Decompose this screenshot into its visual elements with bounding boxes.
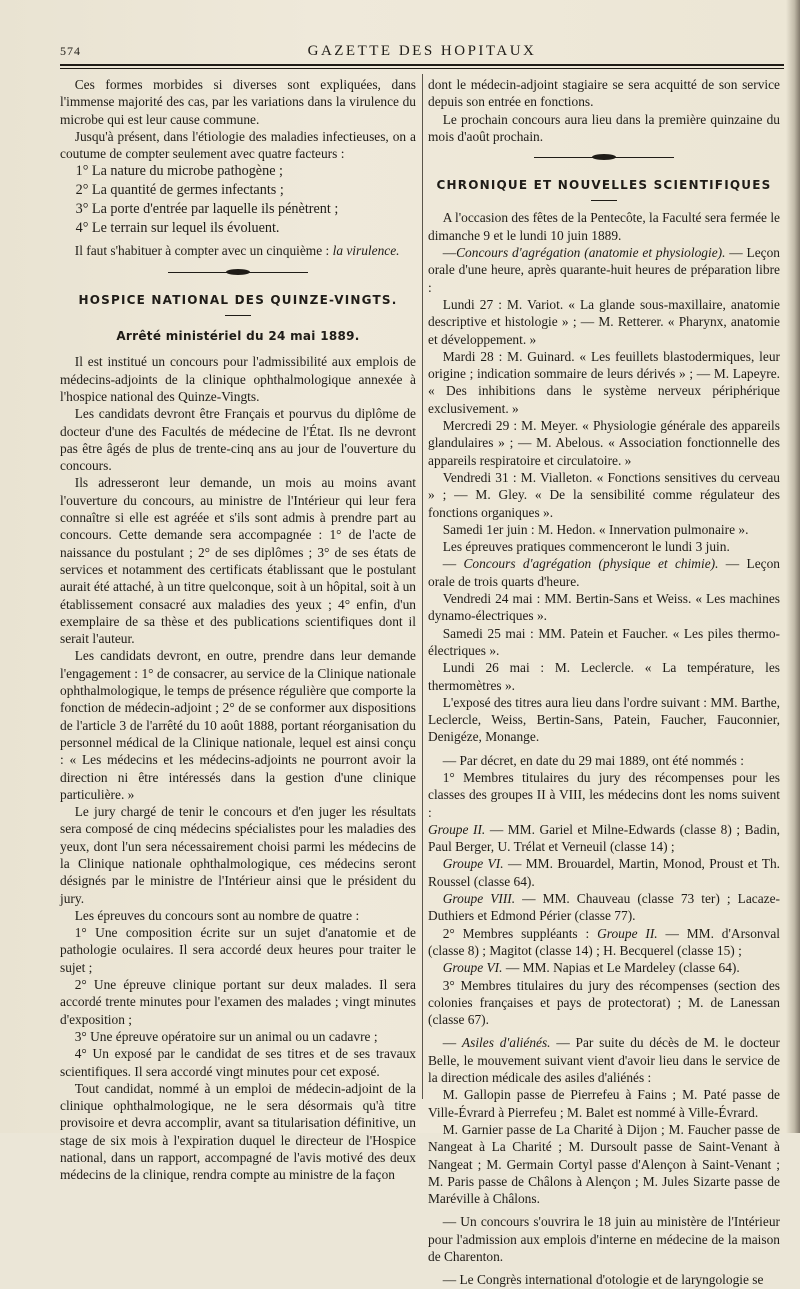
paragraph-italic: Concours d'agrégation (physique et chimie). bbox=[463, 556, 719, 572]
paragraph: 1° Membres titulaires du jury des récompenses pour les classes des groupes II à VIII, les médecins dont les noms suivent : bbox=[428, 769, 780, 820]
paragraph: Mardi 28 : M. Guinard. « Les feuillets blastodermiques, leur origine ; indication sommaire de leurs dérivés » ; — M. Lapeyre. « Des inhibitions dans le système nerveux périphérique exclusivement. » bbox=[428, 348, 780, 416]
paragraph bbox=[428, 855, 780, 890]
paragraph: Lundi 26 mai : M. Leclercle. « La température, les thermomètres ». bbox=[428, 660, 780, 693]
paragraph: Les candidats devront être Français et pourvus du diplôme de docteur d'une des Facultés de médecine de l'État. Ils ne devront pas être âgés de plus de trente-cinq ans au jour de l'ouverture du concours. bbox=[60, 406, 416, 474]
page-header bbox=[60, 44, 784, 64]
journal-title: GAZETTE DES HOPITAUX bbox=[307, 43, 537, 59]
paragraph-italic: Groupe II. bbox=[597, 925, 658, 941]
paragraph: — Concours d'agrégation (physique et chimie). — Leçon orale de trois quarts d'heure. bbox=[428, 556, 780, 589]
paragraph: Mercredi 29 : M. Meyer. « Physiologie générale des appareils glandulaires » ; — M. Abelous. « Association fonctionnelle des appareils respiratoire et circulatoire. » bbox=[428, 418, 780, 468]
paragraph: M. Garnier passe de La Charité à Dijon ; M. Faucher passe de Nangeat à La Charité ; M. Dursoult passe de Saint-Venant à Nangeat ; M. Germain Cortyl passe d'Alençon à Saint-Venant ; M. Paris passe de Châlons à Alençon ; M. Jules Sizarte passe de Maréville à Châlons. bbox=[428, 1121, 780, 1207]
paragraph: Le prochain concours aura lieu dans la première quinzaine du mois d'août prochain. bbox=[428, 111, 780, 144]
paragraph-italic: la virulence. bbox=[332, 243, 400, 259]
paragraph-text: — MM. d'Arsonval (classe 8) ; Magitot (classe 14) ; H. Becquerel (classe 15) ; bbox=[428, 925, 780, 958]
paragraph: — Le Congrès international d'otologie et de laryngologie se bbox=[442, 1272, 764, 1288]
paragraph bbox=[428, 821, 780, 856]
paragraph-italic: Groupe VI. bbox=[442, 960, 503, 976]
paragraph-text: — Leçon orale d'une heure, après quarante-huit heures de préparation libre : bbox=[428, 245, 781, 295]
paragraph-text: Il faut s'habituer à compter avec un cinquième : bbox=[74, 243, 333, 259]
binding-shadow bbox=[786, 0, 800, 1133]
left-column bbox=[60, 76, 416, 1184]
paragraph: Samedi 1er juin : M. Hedon. « Innervation pulmonaire ». bbox=[442, 521, 749, 537]
paragraph-text: — Par suite du décès de M. le docteur Belle, le mouvement suivant vient d'avoir lieu dans le service de la direction médicale des asiles d'aliénés : bbox=[428, 1035, 781, 1086]
paragraph bbox=[60, 242, 416, 259]
list-item: 4° Le terrain sur lequel ils évoluent. bbox=[75, 220, 280, 237]
list-item: 3° La porte d'entrée par laquelle ils pénètrent ; bbox=[75, 201, 339, 218]
paragraph-text: — MM. Brouardel, Martin, Monod, Proust et Th. Roussel (classe 64). bbox=[428, 856, 780, 889]
paragraph: Ces formes morbides si diverses sont expliquées, dans l'immense majorité des cas, par les variations dans la virulence du microbe qui est leur cause commune. bbox=[60, 77, 416, 127]
paragraph: Les épreuves pratiques commenceront le lundi 3 juin. bbox=[442, 539, 730, 555]
page-number: 574 bbox=[60, 44, 81, 58]
paragraph: — Asiles d'aliénés. — Par suite du décès de M. le docteur Belle, le mouvement suivant vient d'avoir lieu dans le service de la direction médicale des asiles d'aliénés : bbox=[428, 1035, 781, 1086]
paragraph: Les épreuves du concours sont au nombre de quatre : bbox=[74, 907, 360, 923]
short-rule bbox=[591, 200, 617, 201]
right-column bbox=[428, 76, 780, 1289]
paragraph: A l'occasion des fêtes de la Pentecôte, la Faculté sera fermée le dimanche 9 et le lundi 10 juin 1889. bbox=[428, 210, 780, 243]
paragraph bbox=[428, 959, 780, 976]
column-divider bbox=[422, 74, 423, 1099]
fleuron-divider bbox=[168, 268, 308, 278]
header-rule-thick bbox=[60, 64, 784, 66]
subtitle: Arrêté ministériel du 24 mai 1889. bbox=[116, 329, 360, 344]
paragraph: 1° Une composition écrite sur un sujet d'anatomie et de pathologie oculaires. Il sera accordé deux heures pour traiter le sujet ; bbox=[60, 925, 416, 975]
short-rule bbox=[225, 315, 251, 316]
header-rule-thin bbox=[60, 68, 784, 69]
paragraph: Ils adresseront leur demande, un mois au moins avant l'ouverture du concours, au ministre de l'Intérieur qui leur fera connaître si elle est agréée et s'ils sont admis à prendre part au concours. Cette demande sera accompagnée : 1° de l'acte de naissance du postulant ; 2° de ses diplômes ; 3° de ses états de services et notamment des certificats établissant que le postulant aurait été attaché, à un titre quelconque, soit à un hôpital, soit à un établissement consacré aux maladies des yeux ; 4° enfin, d'un exemplaire de sa thèse et des publications scientifiques dont il serait l'auteur. bbox=[60, 475, 416, 647]
paragraph-italic: Groupe VIII. bbox=[442, 891, 516, 907]
paragraph: Vendredi 24 mai : MM. Bertin-Sans et Weiss. « Les machines dynamo-électriques ». bbox=[428, 591, 780, 624]
paragraph: — Par décret, en date du 29 mai 1889, ont été nommés : bbox=[442, 752, 744, 768]
paragraph bbox=[428, 890, 780, 925]
paragraph-text: 2° Membres suppléants : bbox=[442, 925, 598, 941]
paragraph: —Concours d'agrégation (anatomie et physiologie). — Leçon orale d'une heure, après quarante-huit heures de préparation libre : bbox=[428, 245, 781, 295]
paragraph: Les candidats devront, en outre, prendre dans leur demande l'engagement : 1° de consacrer, au service de la Clinique nationale ophthalmologique, le temps de présence régulière que comporte la fonction de médecin-adjoint ; 2° de se conformer aux dispositions de l'article 3 de l'arrêté du 10 août 1888, portant réorganisation du personnel médical de la Clinique nationale, lequel est ainsi conçu : « Les médecins et les médecins-adjoints ne pourront avoir la direction ni être intéressés dans la gestion d'une clinique particulière. » bbox=[60, 648, 416, 802]
paragraph: M. Gallopin passe de Pierrefeu à Fains ; M. Paté passe de Ville-Évrard à Pierrefeu ; M. Balet est nommé à Ville-Évrard. bbox=[428, 1087, 780, 1120]
paragraph: Tout candidat, nommé à un emploi de médecin-adjoint de la clinique ophthalmologique, ne le sera désormais qu'à titre provisoire et devra accomplir, avant sa titularisation définitive, un stage de six mois à l'expiration duquel le directeur de l'Hospice national, dans un rapport, accompagné de l'avis motivé des deux médecins de la clinique, rendra compte au ministre de la façon bbox=[60, 1080, 416, 1183]
fleuron-divider bbox=[534, 153, 674, 163]
paragraph: 3° Une épreuve opératoire sur un animal ou un cadavre ; bbox=[74, 1028, 378, 1044]
paragraph-italic: Groupe II. bbox=[428, 821, 486, 837]
paragraph: Samedi 25 mai : MM. Patein et Faucher. « Les piles thermo-électriques ». bbox=[428, 625, 780, 658]
fleuron-ornament bbox=[226, 269, 250, 275]
section-title: HOSPICE NATIONAL DES QUINZE-VINGTS. bbox=[78, 292, 398, 307]
paragraph-italic: Groupe VI. bbox=[442, 856, 504, 872]
paragraph: 3° Membres titulaires du jury des récompenses (section des colonies françaises et pays de protectorat) ; M. de Lanessan (classe 67). bbox=[428, 977, 780, 1028]
paragraph: L'exposé des titres aura lieu dans l'ordre suivant : MM. Barthe, Leclercle, Weiss, Bertin-Sans, Patein, Faucher, Fauconnier, Denigéze, Monange. bbox=[428, 694, 780, 745]
paragraph: 2° Une épreuve clinique portant sur deux malades. Il sera accordé trente minutes pour l'examen des malades ; vingt minutes d'exposition ; bbox=[60, 977, 416, 1027]
paragraph-text: — MM. Chauveau (classe 73 ter) ; Lacaze-Duthiers et Edmond Périer (classe 77). bbox=[428, 891, 780, 924]
paragraph: dont le médecin-adjoint stagiaire se sera acquitté de son service depuis son entrée en fonctions. bbox=[428, 77, 780, 110]
paragraph: Lundi 27 : M. Variot. « La glande sous-maxillaire, anatomie descriptive et histologie » ; — M. Retterer. « Pharynx, anatomie et développement. » bbox=[428, 296, 780, 347]
paragraph-italic: Asiles d'aliénés. bbox=[461, 1035, 551, 1051]
list-item: 2° La quantité de germes infectants ; bbox=[75, 182, 284, 199]
paragraph-text: — Leçon orale de trois quarts d'heure. bbox=[428, 556, 780, 589]
list-item: 1° La nature du microbe pathogène ; bbox=[75, 163, 283, 180]
paragraph bbox=[428, 925, 780, 960]
paragraph: Il est institué un concours pour l'admissibilité aux emplois de médecins-adjoints de la clinique ophthalmologique annexée à l'hospice national des Quinze-Vingts. bbox=[60, 354, 416, 404]
paragraph: Le jury chargé de tenir le concours et d'en juger les résultats sera composé de cinq médecins spécialistes pour les maladies des yeux, dont l'un sera nécessairement choisi parmi les médecins de la Clinique nationale ophthalmologique, ces médecins seront désignés par le ministre de l'Intérieur ainsi que le président du jury. bbox=[60, 804, 416, 906]
fleuron-ornament bbox=[592, 154, 616, 160]
paragraph-text: — MM. Napias et Le Mardeley (classe 64). bbox=[502, 960, 740, 976]
paragraph: 4° Un exposé par le candidat de ses titres et de ses travaux scientifiques. Il sera accordé vingt minutes pour cet exposé. bbox=[60, 1046, 416, 1079]
paragraph: Jusqu'à présent, dans l'étiologie des maladies infectieuses, on a coutume de compter seulement avec quatre facteurs : bbox=[60, 128, 416, 162]
paragraph-text: — MM. Gariel et Milne-Edwards (classe 8) ; Badin, Paul Berger, U. Trélat et Verneuil (classe 14) ; bbox=[428, 821, 780, 855]
section-title: CHRONIQUE ET NOUVELLES SCIENTIFIQUES bbox=[436, 178, 772, 193]
paragraph-italic: Concours d'agrégation (anatomie et physiologie). bbox=[456, 245, 726, 261]
paragraph: Vendredi 31 : M. Vialleton. « Fonctions sensitives du cerveau » ; — M. Gley. « De la sensibilité comme régulateur des fonctions organiques ». bbox=[428, 469, 780, 520]
paragraph: — Un concours s'ouvrira le 18 juin au ministère de l'Intérieur pour l'admission aux emplois d'interne en médecine de la maison de Charenton. bbox=[428, 1214, 780, 1264]
